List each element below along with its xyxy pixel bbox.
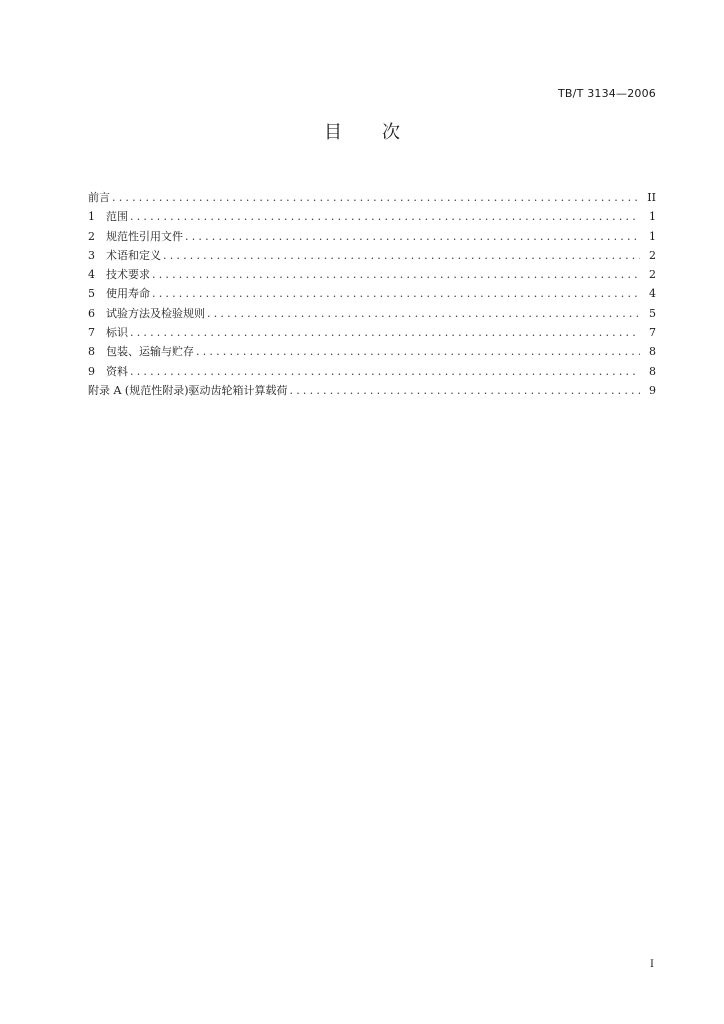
toc-entry-page: 2 [649,248,656,262]
toc-leader-dots [207,304,640,323]
toc-entry-label: 资料 [106,364,128,378]
toc-entry[interactable] [88,304,656,323]
toc-entry[interactable] [88,265,656,284]
toc-entry-label: 包装、运输与贮存 [106,345,194,359]
toc-entry-page: 8 [649,364,656,378]
toc-entry-number: 2 [88,229,95,243]
toc-leader-dots [112,188,640,207]
toc-entry-page: 1 [649,210,656,224]
toc-entry-label: 前言 [88,191,110,204]
toc-entry[interactable] [88,323,656,342]
toc-entry-page: 2 [649,268,656,282]
toc-entry-page: 5 [649,306,656,320]
toc-entry-page: 1 [649,229,656,243]
toc-entry-number: 3 [88,248,95,262]
toc-entry-number: 6 [88,306,95,320]
toc-entry[interactable] [88,207,656,226]
toc-entry-number: 8 [88,345,95,359]
toc-entry-page: 8 [649,345,656,359]
toc-entry[interactable] [88,284,656,303]
toc-entry-number: 9 [88,364,95,378]
toc-entry-label: 使用寿命 [106,287,150,301]
toc-entry-label: 范围 [106,210,128,224]
toc-leader-dots [290,381,640,400]
standard-code: TB/T 3134—2006 [558,87,656,100]
toc-entry-number: 4 [88,268,95,282]
toc-leader-dots [152,284,640,303]
toc-entry[interactable] [88,246,656,265]
toc-entry-label: 标识 [106,326,128,340]
toc-entry[interactable] [88,362,656,381]
toc-entry-label: 试验方法及检验规则 [106,306,205,320]
toc-entry-page: 9 [649,383,656,397]
toc-leader-dots [196,342,640,361]
toc-entry-label: 规范性引用文件 [106,229,183,243]
toc-entry[interactable] [88,381,656,400]
toc-entry-label: 附录 A (规范性附录)驱动齿轮箱计算载荷 [88,383,288,397]
toc-leader-dots [130,362,640,381]
toc-entry-number: 7 [88,326,95,340]
toc-entry-label: 术语和定义 [106,248,161,262]
toc-leader-dots [152,265,640,284]
toc-entry-page: II [647,191,656,204]
toc-title: 目次 [324,122,440,143]
page-number: I [650,959,654,970]
toc-entry-page: 4 [649,287,656,301]
toc-entry-number: 5 [88,287,95,301]
toc-leader-dots [185,227,640,246]
toc-leader-dots [163,246,640,265]
toc-entry[interactable] [88,227,656,246]
toc-entry-number: 1 [88,210,95,224]
toc-leader-dots [130,207,640,226]
table-of-contents [88,188,656,400]
toc-entry-page: 7 [649,326,656,340]
toc-entry[interactable] [88,342,656,361]
toc-entry-label: 技术要求 [106,268,150,282]
toc-entry[interactable] [88,188,656,207]
toc-leader-dots [130,323,640,342]
